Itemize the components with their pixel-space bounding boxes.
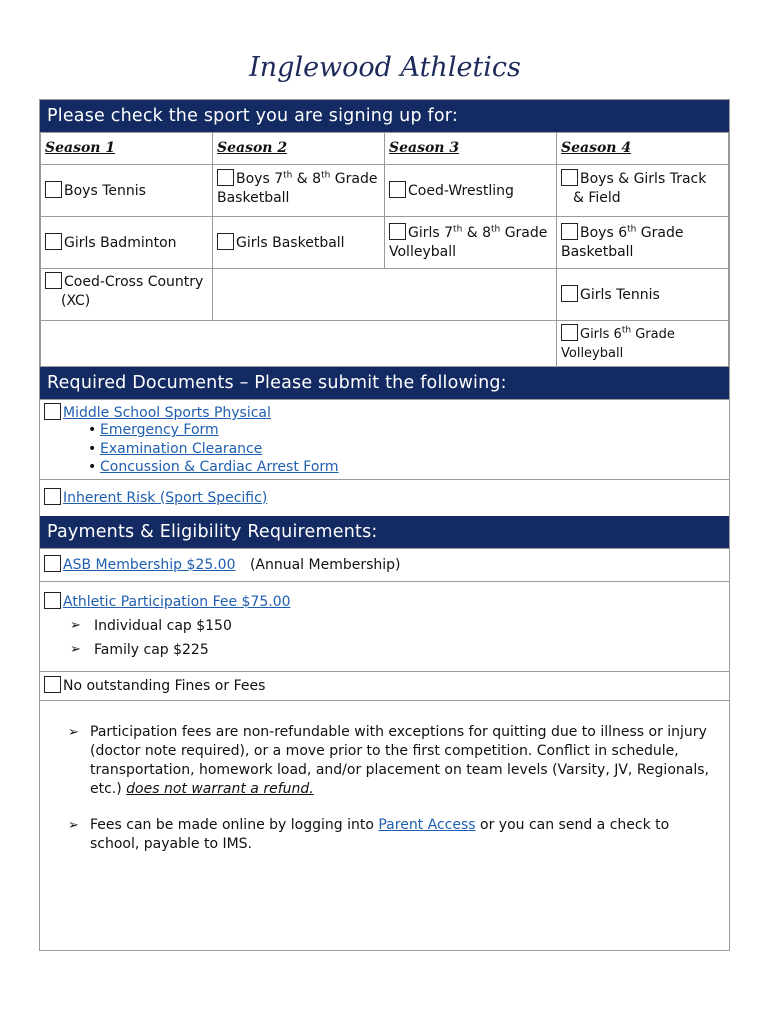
sport-cell-girls-tennis: Girls Tennis [557,269,729,321]
asb-row [40,548,729,581]
parent-access-link[interactable]: Parent Access [378,816,476,833]
sport-cell-cross-country: Coed-Cross Country (XC) [41,269,213,321]
checkbox-girls-basketball[interactable] [217,233,234,250]
season-4-header: Season 4 [557,133,729,165]
concussion-form-link[interactable]: Concussion & Cardiac Arrest Form [100,459,339,475]
payment-method-note: ➢ Fees can be made online by logging into Parent Access or you can send a check to school, payable to IMS. [90,816,709,854]
season-1-header: Season 1 [41,133,213,165]
empty-cell [41,321,557,367]
inherent-risk-row [40,479,729,516]
page-title: Inglewood Athletics [249,52,521,83]
refund-note: ➢ Participation fees are non-refundable with exceptions for quitting due to illness or injury (doctor note required), or a move prior to the first competition. Conflict in schedule, transportation, homework load, and/or placement on team levels (Varsity, JV, Regionals, etc.) does not warrant a refund. [90,723,709,799]
sport-cell-boys-basketball-78: Boys 7th & 8th Grade Basketball [213,165,385,217]
list-item: ➢ Family cap $225 [94,638,725,663]
sports-table [40,132,729,367]
sports-heading: Please check the sport you are signing up for: [40,100,729,132]
list-item [100,421,725,440]
list-item: ➢ Individual cap $150 [94,614,725,639]
documents-heading: Required Documents – Please submit the following: [40,367,729,399]
forms-list [44,421,725,477]
refund-emphasis: does not warrant a refund. [126,780,314,797]
fines-row [40,671,729,700]
asb-note: (Annual Membership) [249,556,401,573]
payment-notes [40,700,729,950]
examination-clearance-link[interactable]: Examination Clearance [100,440,263,457]
athletic-fee-link[interactable]: Athletic Participation Fee $75.00 [63,593,291,610]
sport-cell-girls-volleyball-78: Girls 7th & 8th Grade Volleyball [385,217,557,269]
season-2-header: Season 2 [213,133,385,165]
documents-physical-section [40,399,729,479]
sport-cell-track-field: Boys & Girls Track & Field [557,165,729,217]
athletic-fee-section [40,581,729,671]
checkbox-sports-physical[interactable] [44,403,61,420]
list-item [100,458,725,477]
checkbox-asb[interactable] [44,555,61,572]
sports-physical-link[interactable]: Middle School Sports Physical [63,405,271,421]
asb-membership-link[interactable]: ASB Membership $25.00 [63,556,236,573]
checkbox-inherent-risk[interactable] [44,488,61,505]
season-3-header: Season 3 [385,133,557,165]
checkbox-fines[interactable] [44,676,61,693]
sport-cell-girls-badminton: Girls Badminton [41,217,213,269]
sport-cell-coed-wrestling [385,165,557,217]
checkbox-girls-badminton[interactable] [45,233,62,250]
sport-cell-girls-basketball: Girls Basketball [213,217,385,269]
checkbox-cross-country[interactable] [45,272,62,289]
checkbox-boys-basketball-6[interactable] [561,223,578,240]
sport-cell-girls-volleyball-6: Girls 6th Grade Volleyball [557,321,729,367]
checkbox-girls-volleyball-6[interactable] [561,324,578,341]
checkbox-girls-tennis[interactable] [561,285,578,302]
checkbox-boys-basketball-78[interactable] [217,169,234,186]
empty-cell [213,269,557,321]
checkbox-girls-volleyball-78[interactable] [389,223,406,240]
emergency-form-link[interactable]: Emergency Form [100,422,219,438]
fines-label: No outstanding Fines or Fees [63,677,266,694]
caps-list [44,614,725,663]
signup-form [39,99,730,951]
label-boys-tennis: Boys Tennis [64,182,146,199]
sport-cell-boys-basketball-6: Boys 6th Grade Basketball [557,217,729,269]
list-item [100,440,725,459]
checkbox-coed-wrestling[interactable] [389,181,406,198]
sport-cell-boys-tennis [41,165,213,217]
checkbox-track-field[interactable] [561,169,578,186]
inherent-risk-link[interactable]: Inherent Risk (Sport Specific) [63,489,268,506]
payments-heading: Payments & Eligibility Requirements: [40,516,729,548]
checkbox-boys-tennis[interactable] [45,181,62,198]
label-coed-wrestling: Coed-Wrestling [408,182,514,199]
checkbox-athletic-fee[interactable] [44,592,61,609]
